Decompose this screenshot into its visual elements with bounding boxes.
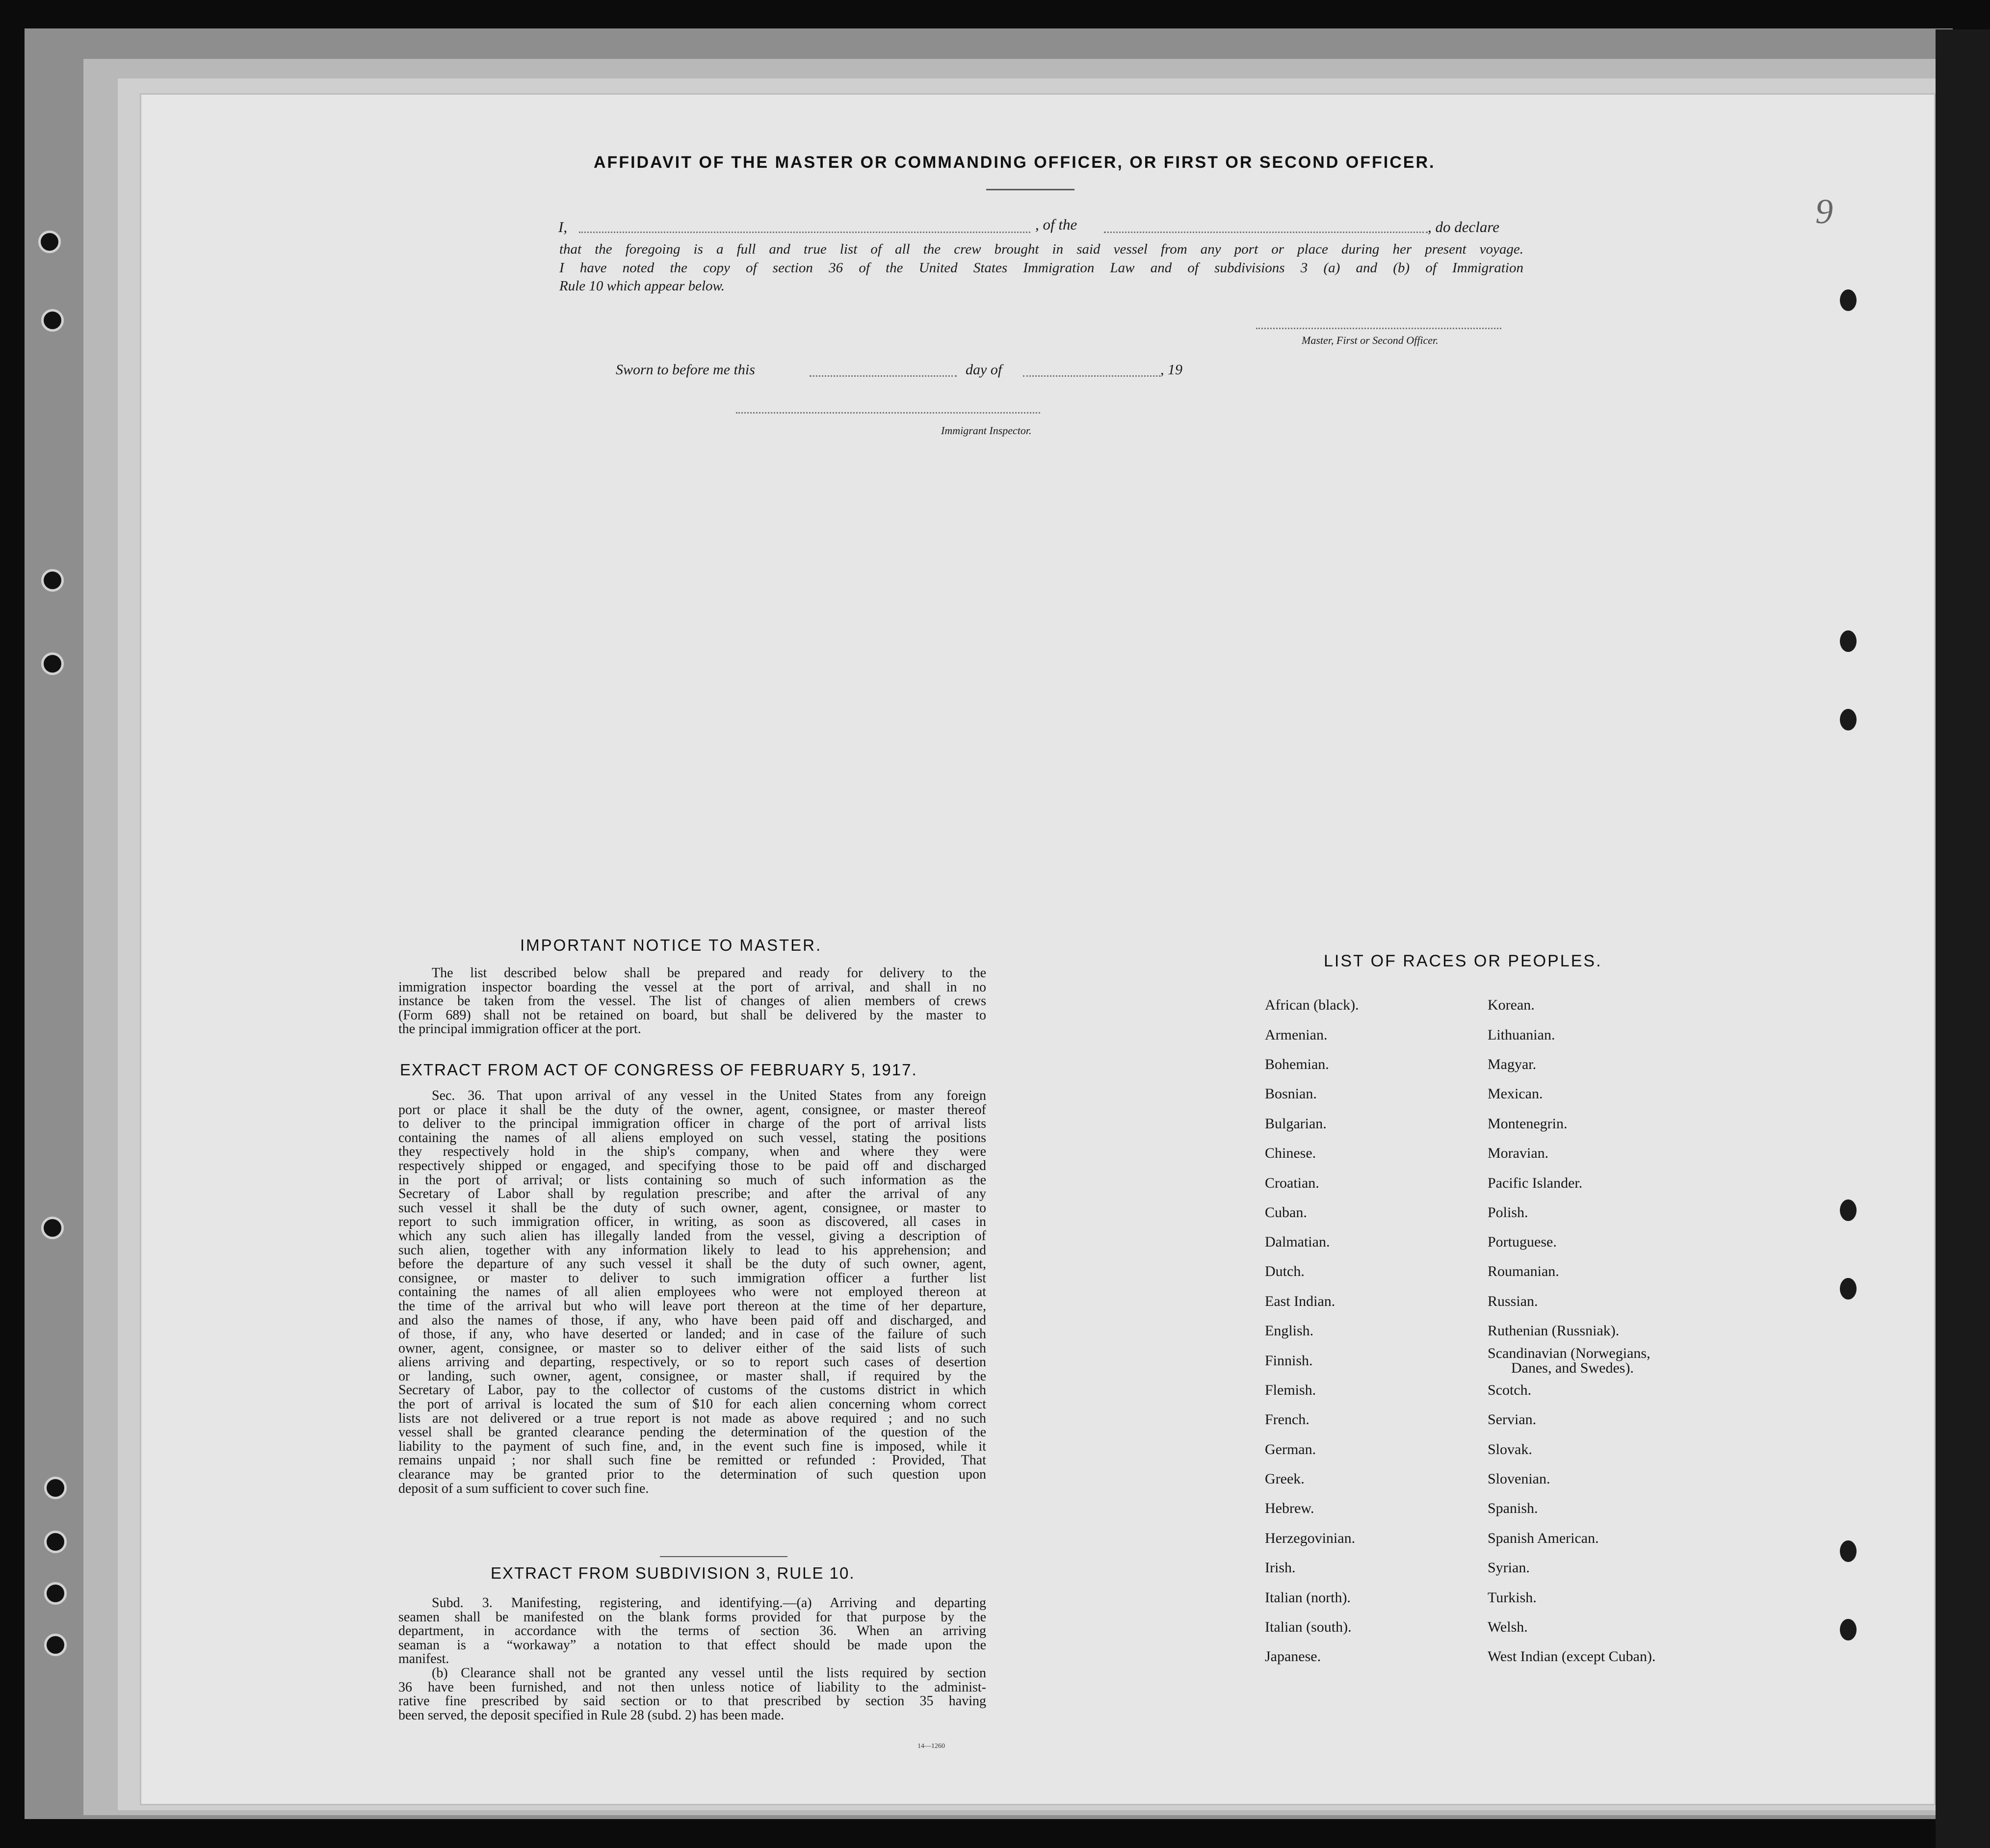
act-line: deposit of a sum sufficient to cover such fine. bbox=[398, 1481, 649, 1496]
race-entry: Pacific Islander. bbox=[1488, 1175, 1583, 1191]
rule-line: (b) Clearance shall not be granted any vessel until the lists required by section bbox=[432, 1665, 986, 1681]
race-entry: Magyar. bbox=[1488, 1056, 1537, 1072]
act-line: Secretary of Labor shall by regulation prescribe; and after the arrival of any bbox=[398, 1186, 986, 1202]
punch-hole bbox=[41, 569, 64, 592]
races-title: LIST OF RACES OR PEOPLES. bbox=[1324, 952, 1602, 970]
rule-line: department, in accordance with the terms of section 36. When an arriving bbox=[398, 1623, 986, 1639]
act-line: liability to the payment of such fine, and, in the event such fine is imposed, while it bbox=[398, 1438, 986, 1454]
rule-extract-text bbox=[398, 1596, 986, 1722]
rule-line: seamen shall be manifested on the blank forms provided for that purpose by the bbox=[398, 1609, 986, 1625]
race-entry: Korean. bbox=[1488, 997, 1535, 1013]
act-line: such alien, together with any information likely to lead to his apprehension; and bbox=[398, 1242, 986, 1258]
vessel-name-line[interactable] bbox=[1104, 232, 1428, 233]
act-line: which any such alien has illegally landed from the vessel, giving a description of bbox=[398, 1228, 986, 1244]
race-entry: African (black). bbox=[1265, 997, 1359, 1013]
act-line: report to such immigration officer, in writing, as soon as discovered, all cases in bbox=[398, 1214, 986, 1230]
race-entry: West Indian (except Cuban). bbox=[1488, 1648, 1656, 1665]
race-entry-continuation: Danes, and Swedes). bbox=[1511, 1360, 1634, 1376]
rule-line: been served, the deposit specified in Rule 28 (subd. 2) has been made. bbox=[398, 1707, 785, 1723]
act-line: in the port of arrival; or lists containing so much of such information as the bbox=[398, 1172, 986, 1188]
race-entry: Finnish. bbox=[1265, 1353, 1313, 1369]
day-of-label: day of bbox=[966, 362, 1002, 378]
act-line: consignee, or master to deliver to such immigration officer a further list bbox=[398, 1270, 986, 1286]
race-entry: German. bbox=[1265, 1441, 1316, 1458]
rule-line: rative fine prescribed by said section or to that prescribed by section 35 having bbox=[398, 1693, 986, 1709]
race-entry: Slovak. bbox=[1488, 1441, 1532, 1458]
act-line: of those, if any, who have deserted or landed; and in case of the failure of such bbox=[398, 1327, 986, 1342]
notice-line: immigration inspector boarding the vessel at the port of arrival, and shall in no bbox=[398, 979, 986, 995]
notice-line: (Form 689) shall not be retained on board, but shall be delivered by the master to bbox=[398, 1007, 986, 1023]
sworn-label: Sworn to before me this bbox=[616, 362, 755, 378]
punch-hole bbox=[41, 309, 64, 332]
act-line: containing the names of all aliens employed on such vessel, stating the positions bbox=[398, 1130, 986, 1145]
year-label: , 19 bbox=[1160, 362, 1182, 378]
race-entry: Spanish American. bbox=[1488, 1530, 1599, 1546]
punch-hole bbox=[1840, 1619, 1857, 1640]
act-line: clearance may be granted prior to the determination of such question upon bbox=[398, 1467, 986, 1483]
race-entry: Roumanian. bbox=[1488, 1263, 1559, 1279]
declarant-name-line[interactable] bbox=[579, 232, 1030, 233]
form-number: 14—1260 bbox=[917, 1743, 945, 1750]
affidavit-title: AFFIDAVIT OF THE MASTER OR COMMANDING OFFICER, OR FIRST OR SECOND OFFICER. bbox=[594, 153, 1436, 172]
punch-hole bbox=[1840, 630, 1857, 652]
race-entry: Irish. bbox=[1265, 1560, 1296, 1576]
race-entry: Turkish. bbox=[1488, 1589, 1537, 1606]
binder-edge bbox=[1936, 29, 1990, 1848]
punch-hole bbox=[1840, 709, 1857, 730]
race-entry: Hebrew. bbox=[1265, 1500, 1314, 1516]
rule-line: manifest. bbox=[398, 1651, 449, 1667]
race-entry: Chinese. bbox=[1265, 1145, 1316, 1161]
race-entry: French. bbox=[1265, 1411, 1309, 1428]
race-entry: Dalmatian. bbox=[1265, 1234, 1330, 1250]
act-line: to deliver to the principal immigration officer in charge of the port of arrival lists bbox=[398, 1116, 986, 1132]
race-entry: Polish. bbox=[1488, 1204, 1528, 1221]
race-entry: Bulgarian. bbox=[1265, 1116, 1327, 1132]
title-divider bbox=[986, 189, 1074, 190]
affidavit-line: Rule 10 which appear below. bbox=[559, 278, 725, 294]
punch-hole bbox=[44, 1477, 67, 1499]
punch-hole bbox=[41, 652, 64, 675]
race-entry: Russian. bbox=[1488, 1293, 1538, 1309]
rule-line: seaman is a “workaway” a notation to that effect should be made upon the bbox=[398, 1637, 986, 1653]
race-entry: East Indian. bbox=[1265, 1293, 1335, 1309]
race-entry: Portuguese. bbox=[1488, 1234, 1557, 1250]
sworn-day-line[interactable] bbox=[810, 375, 957, 377]
act-line: or landing, such owner, agent, consignee, or master shall, if required by the bbox=[398, 1368, 986, 1384]
act-line: respectively shipped or engaged, and specifying those to be paid off and discharged bbox=[398, 1158, 986, 1173]
act-line: such vessel it shall be the duty of such owner, agent, consignee, or master to bbox=[398, 1200, 986, 1216]
act-line: remains unpaid ; nor shall such fine be remitted or refunded : Provided, That bbox=[398, 1453, 986, 1468]
race-entry: Servian. bbox=[1488, 1411, 1537, 1428]
punch-hole bbox=[38, 231, 61, 253]
notice-line: The list described below shall be prepared and ready for delivery to the bbox=[432, 965, 986, 981]
race-entry: Lithuanian. bbox=[1488, 1027, 1555, 1043]
race-entry: Cuban. bbox=[1265, 1204, 1307, 1221]
form-page bbox=[140, 93, 1936, 1805]
race-entry: Bohemian. bbox=[1265, 1056, 1329, 1072]
notice-title: IMPORTANT NOTICE TO MASTER. bbox=[520, 936, 822, 954]
punch-hole bbox=[44, 1634, 67, 1656]
race-entry: Italian (south). bbox=[1265, 1619, 1352, 1635]
notice-line: the principal immigration officer at the port. bbox=[398, 1021, 641, 1037]
act-extract-text bbox=[398, 1089, 986, 1496]
act-extract-title: EXTRACT FROM ACT OF CONGRESS OF FEBRUARY 5, 1917. bbox=[400, 1061, 917, 1079]
punch-hole bbox=[44, 1531, 67, 1553]
act-line: Sec. 36. That upon arrival of any vessel in the United States from any foreign bbox=[432, 1088, 986, 1103]
act-line: the port of arrival is located the sum of $10 for each alien concerning whom correct bbox=[398, 1397, 986, 1412]
race-entry: Moravian. bbox=[1488, 1145, 1549, 1161]
punch-hole bbox=[1840, 1278, 1857, 1300]
declare-label: , do declare bbox=[1428, 218, 1500, 235]
punch-hole bbox=[1840, 1540, 1857, 1562]
sworn-month-line[interactable] bbox=[1023, 375, 1160, 377]
race-entry: Japanese. bbox=[1265, 1648, 1321, 1665]
punch-hole bbox=[1840, 289, 1857, 311]
act-line: before the departure of any such vessel it shall be the duty of such owner, agent, bbox=[398, 1256, 986, 1272]
race-entry: Slovenian. bbox=[1488, 1471, 1550, 1487]
punch-hole bbox=[1840, 1199, 1857, 1221]
rule-line: Subd. 3. Manifesting, registering, and identifying.—(a) Arriving and departing bbox=[432, 1595, 986, 1611]
race-entry: Spanish. bbox=[1488, 1500, 1538, 1516]
inspector-signature-line[interactable] bbox=[736, 412, 1040, 414]
race-entry: Scandinavian (Norwegians, bbox=[1488, 1345, 1650, 1361]
affidavit-line: that the foregoing is a full and true list of all the crew brought in said vessel from any port or place during her present voyage. bbox=[559, 241, 1523, 257]
race-entry: English. bbox=[1265, 1323, 1314, 1339]
race-entry: Dutch. bbox=[1265, 1263, 1305, 1279]
race-entry: Scotch. bbox=[1488, 1382, 1532, 1398]
master-signature-label: Master, First or Second Officer. bbox=[1302, 334, 1439, 346]
notice-line: instance be taken from the vessel. The list of changes of alien members of crews bbox=[398, 993, 986, 1009]
affidavit-body bbox=[559, 240, 1523, 296]
act-line: the time of the arrival but who will leave port thereon at the time of her departure, bbox=[398, 1298, 986, 1314]
race-entry: Croatian. bbox=[1265, 1175, 1319, 1191]
master-signature-line[interactable] bbox=[1256, 328, 1501, 329]
act-line: aliens arriving and departing, respectively, or so to report such cases of desertion bbox=[398, 1354, 986, 1370]
inspector-label: Immigrant Inspector. bbox=[941, 424, 1032, 437]
act-line: they respectively hold in the ship's company, when and where they were bbox=[398, 1144, 986, 1160]
notice-text bbox=[398, 966, 986, 1037]
race-entry: Mexican. bbox=[1488, 1086, 1543, 1102]
section-divider bbox=[660, 1556, 787, 1557]
race-entry: Ruthenian (Russniak). bbox=[1488, 1323, 1620, 1339]
act-line: owner, agent, consignee, or master so to deliver either of the said lists of such bbox=[398, 1340, 986, 1356]
act-line: port or place it shall be the duty of the owner, agent, consignee, or master thereof bbox=[398, 1102, 986, 1118]
punch-hole bbox=[44, 1582, 67, 1605]
race-entry: Bosnian. bbox=[1265, 1086, 1317, 1102]
act-line: vessel shall be granted clearance pending the determination of the question of the bbox=[398, 1425, 986, 1440]
act-line: containing the names of all alien employees who were not employed thereon at bbox=[398, 1284, 986, 1300]
race-entry: Italian (north). bbox=[1265, 1589, 1351, 1606]
race-entry: Montenegrin. bbox=[1488, 1116, 1568, 1132]
rule-line: 36 have been furnished, and not then unless notice of liability to the administ- bbox=[398, 1679, 986, 1695]
race-entry: Flemish. bbox=[1265, 1382, 1316, 1398]
race-entry: Herzegovinian. bbox=[1265, 1530, 1356, 1546]
page-number: 9 bbox=[1815, 192, 1833, 231]
act-line: Secretary of Labor, pay to the collector of customs of the customs district in which bbox=[398, 1382, 986, 1398]
race-entry: Armenian. bbox=[1265, 1027, 1328, 1043]
act-line: lists are not delivered or a true report is not made as above required ; and no such bbox=[398, 1410, 986, 1426]
race-entry: Syrian. bbox=[1488, 1560, 1530, 1576]
act-line: and also the names of those, if any, who have been paid off and discharged, and bbox=[398, 1312, 986, 1328]
declarant-label: I, bbox=[558, 218, 568, 235]
rule-extract-title: EXTRACT FROM SUBDIVISION 3, RULE 10. bbox=[491, 1564, 855, 1582]
vessel-label: , of the bbox=[1035, 216, 1077, 233]
race-entry: Welsh. bbox=[1488, 1619, 1528, 1635]
affidavit-line: I have noted the copy of section 36 of the United States Immigration Law and of subdivisions 3 (a) and (b) of Immigration bbox=[559, 260, 1523, 276]
race-entry: Greek. bbox=[1265, 1471, 1305, 1487]
punch-hole bbox=[41, 1217, 64, 1239]
